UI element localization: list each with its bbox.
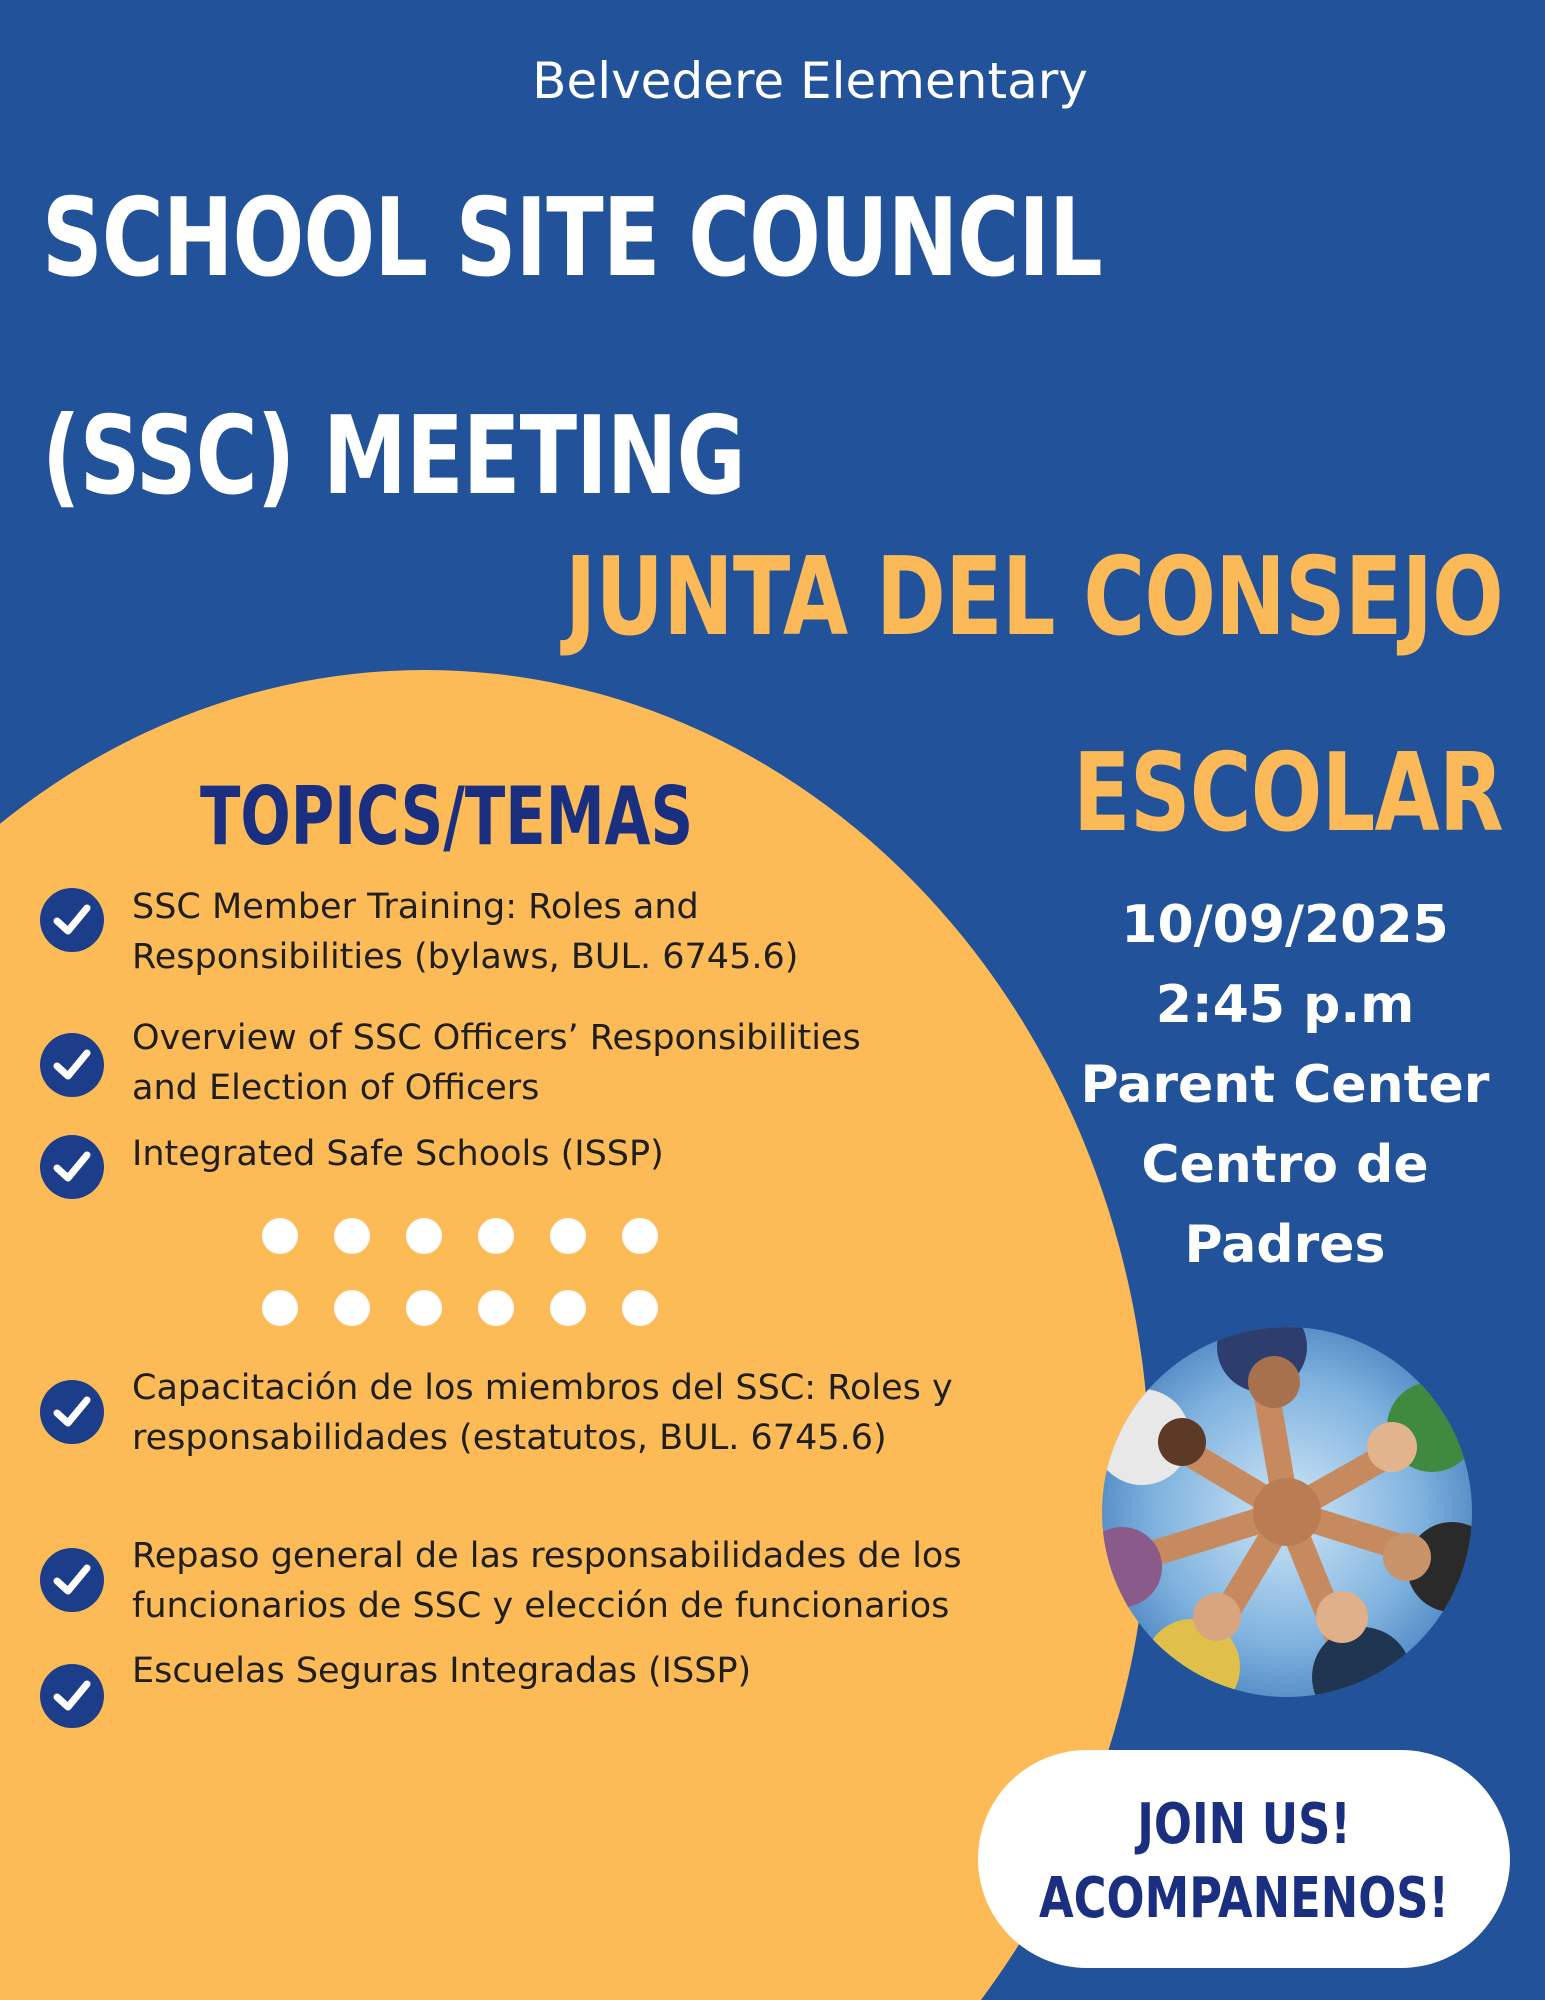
check-circle-icon xyxy=(40,1664,104,1728)
topic-text: Repaso general de las responsabilidades de los funcionarios de SSC y elección de funcionarios xyxy=(132,1536,962,1626)
group-photo xyxy=(1102,1327,1472,1697)
topic-text: SSC Member Training: Roles and Responsibilities (bylaws, BUL. 6745.6) xyxy=(132,887,799,977)
meeting-date: 10/09/2025 xyxy=(1121,895,1449,955)
topic-text: Integrated Safe Schools (ISSP) xyxy=(132,1134,664,1174)
meeting-location-es-line1: Centro de xyxy=(1141,1135,1429,1195)
title-english-line2: (SSC) MEETING xyxy=(42,394,745,519)
title-english-line1: SCHOOL SITE COUNCIL xyxy=(42,176,1102,301)
topic-text: Capacitación de los miembros del SSC: Roles y responsabilidades (estatutos, BUL. 6745.6) xyxy=(132,1368,953,1458)
meeting-location-en: Parent Center xyxy=(1080,1055,1490,1115)
join-us-badge xyxy=(978,1750,1510,1968)
meeting-location-es-line2: Padres xyxy=(1184,1215,1386,1275)
meeting-time: 2:45 p.m xyxy=(1155,975,1415,1035)
join-us-text: JOIN US! ACOMPANENOS! xyxy=(1039,1792,1449,1931)
decorative-dots-row xyxy=(262,1290,694,1331)
topics-heading: TOPICS/TEMAS xyxy=(200,770,694,863)
check-circle-icon xyxy=(40,1033,104,1097)
decorative-dots-row xyxy=(262,1218,694,1259)
check-circle-icon xyxy=(40,1548,104,1612)
school-name: Belvedere Elementary xyxy=(532,52,1088,110)
meeting-details xyxy=(1060,885,1510,1285)
title-spanish-line2: ESCOLAR xyxy=(1073,731,1503,856)
topic-text: Escuelas Seguras Integradas (ISSP) xyxy=(132,1651,752,1691)
check-circle-icon xyxy=(40,1135,104,1199)
topic-text: Overview of SSC Officers’ Responsibilities and Election of Officers xyxy=(132,1018,861,1108)
check-circle-icon xyxy=(40,1380,104,1444)
check-circle-icon xyxy=(40,888,104,952)
title-spanish-line1: JUNTA DEL CONSEJO xyxy=(564,535,1503,660)
